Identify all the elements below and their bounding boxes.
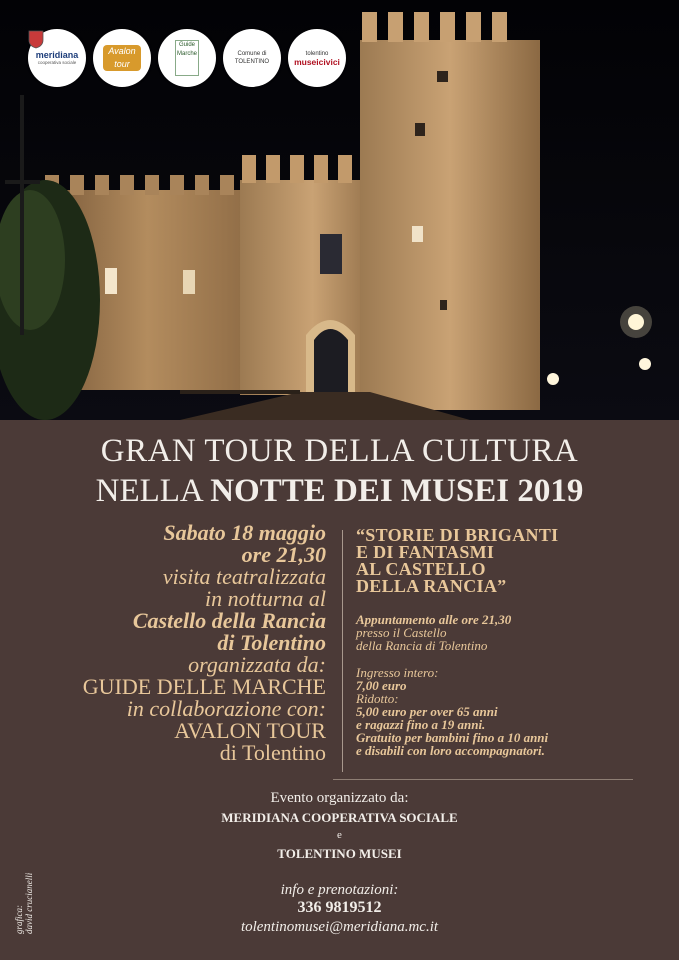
credit-name: david crucianelli — [24, 872, 34, 934]
info-label: info e prenotazioni: — [280, 882, 399, 898]
venue-line-2: di Tolentino — [217, 630, 326, 655]
musei-logo-text: tolentino — [305, 50, 329, 57]
credit-label: grafica: — [14, 905, 24, 934]
section-divider — [333, 779, 633, 780]
castle-photo — [0, 0, 679, 420]
free-2 — [356, 744, 558, 757]
avalon-logo-text: Avalon — [108, 46, 136, 56]
headline-prefix: NELLA — [95, 473, 211, 509]
event-date: Sabato 18 maggio — [163, 520, 326, 545]
avalon-logo-sub: tour — [114, 59, 130, 69]
design-credit — [14, 873, 34, 934]
reduced-label: Ridotto: — [356, 691, 399, 706]
venue-line-1: Castello della Rancia — [132, 608, 326, 633]
full-price-label: Ingresso intero: — [356, 665, 439, 680]
partner-name: AVALON TOUR — [174, 718, 326, 743]
meridiana-logo-sub: cooperativa sociale — [37, 60, 77, 65]
show-title-1: “STORIE DI BRIGANTI — [356, 525, 559, 545]
show-title-4: DELLA RANCIA” — [356, 576, 507, 596]
guide-logo-text: Guide — [178, 42, 195, 48]
full-price-value: 7,00 euro — [356, 678, 407, 693]
partner-logos — [28, 29, 346, 87]
tolentino-musei-logo — [288, 29, 346, 87]
musei-logo-sub: museicivici — [294, 56, 340, 67]
meridiana-logo-text: meridiana — [35, 50, 79, 60]
and-text: e — [337, 829, 342, 841]
reduced-price-line-2: e ragazzi fino a 19 anni. — [356, 717, 486, 732]
meeting-place-1: presso il Castello — [356, 625, 447, 640]
show-title-3: AL CASTELLO — [356, 559, 486, 579]
event-details — [83, 522, 326, 764]
comune-tolentino-logo — [223, 29, 281, 87]
reduced-price-line-1: 5,00 euro per over 65 anni — [356, 704, 498, 719]
event-time: ore 21,30 — [241, 542, 326, 567]
partner-city: di Tolentino — [219, 740, 326, 765]
comune-logo-sub: TOLENTINO — [234, 59, 270, 65]
visit-line-1: visita teatralizzata — [162, 564, 326, 589]
guide-marche-logo — [158, 29, 216, 87]
show-title-2: E DI FANTASMI — [356, 542, 495, 562]
headline-line-1: GRAN TOUR DELLA CULTURA — [100, 433, 579, 469]
free-entry-line-1: Gratuito per bambini fino a 10 anni — [356, 730, 549, 745]
phone-number[interactable]: 336 9819512 — [297, 899, 382, 916]
visit-line-2: in notturna al — [204, 586, 326, 611]
organizer-2: TOLENTINO MUSEI — [277, 846, 402, 861]
organizer-label: organizzata da: — [188, 652, 326, 677]
avalon-tour-logo — [93, 29, 151, 87]
organized-by-label: Evento organizzato da: — [270, 790, 409, 806]
organizer-name: GUIDE DELLE MARCHE — [82, 674, 326, 699]
show-details — [356, 527, 558, 757]
guide-logo-sub: Marche — [176, 51, 197, 57]
free-entry-line-2: e disabili con loro accompagnatori. — [356, 743, 545, 758]
headline-event-name: NOTTE DEI MUSEI 2019 — [210, 473, 584, 509]
comune-logo-text: Comune di — [237, 51, 267, 57]
email-address[interactable]: tolentinomusei@meridiana.mc.it — [240, 919, 439, 935]
collaboration-label: in collaborazione con: — [126, 696, 326, 721]
appointment-time: Appuntamento alle ore 21,30 — [356, 612, 512, 627]
organizer-1: MERIDIANA COOPERATIVA SOCIALE — [221, 810, 458, 825]
meeting-place-2: della Rancia di Tolentino — [356, 638, 488, 653]
headline-line-2 — [0, 473, 679, 510]
column-divider — [342, 530, 343, 772]
